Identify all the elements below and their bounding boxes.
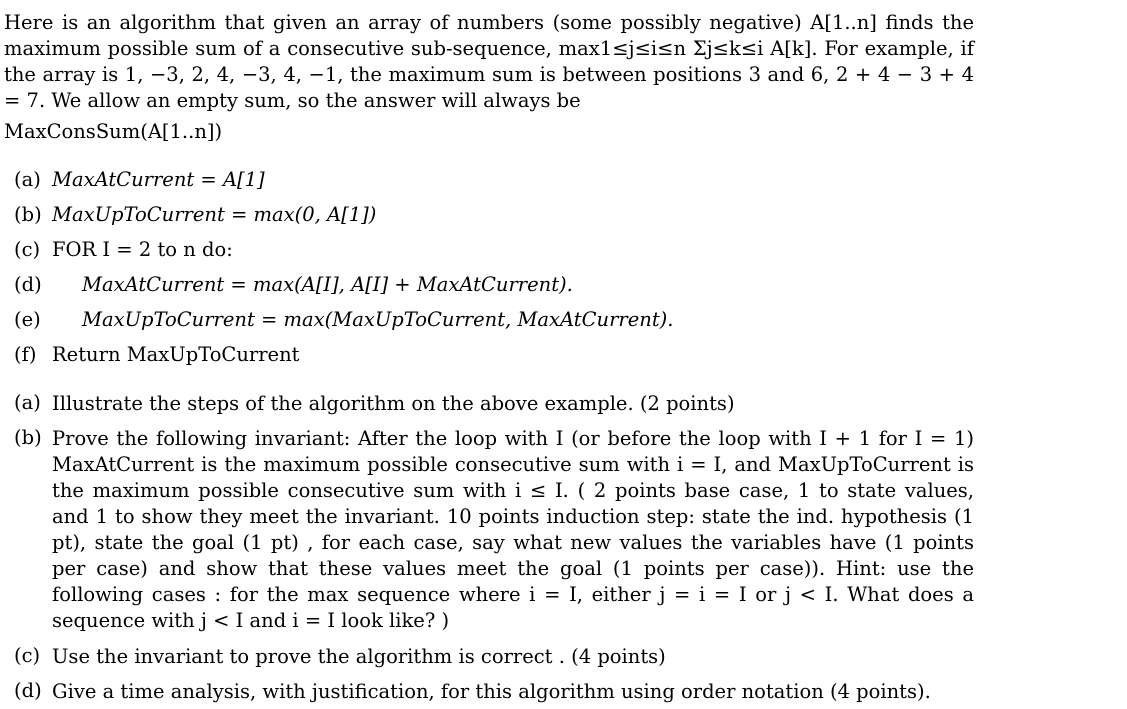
step-text: MaxAtCurrent = max(A[I], A[I] + MaxAtCurrent).	[82, 273, 573, 296]
step-text: MaxUpToCurrent = max(MaxUpToCurrent, MaxAtCurrent).	[82, 308, 674, 331]
step-d	[14, 273, 573, 296]
step-text: MaxAtCurrent = A[1]	[52, 168, 265, 191]
intro-paragraph: Here is an algorithm that given an array of numbers (some possibly negative) A[1..n] finds the maximum possible sum of a consecutive sub-sequence, max1≤j≤i≤n Σj≤k≤i A[k]. For example, if the array is 1, −3, 2, 4, −3, 4, −1, the maximum sum is between positions 3 and 6, 2 + 4 − 3 + 4 = 7. We allow an empty sum, so the answer will always be	[4, 11, 974, 112]
step-label: (e)	[14, 308, 41, 331]
step-label: (b)	[14, 203, 42, 226]
step-text: Return MaxUpToCurrent	[52, 343, 300, 366]
step-text: MaxUpToCurrent = max(0, A[1])	[52, 203, 377, 226]
step-text: FOR I = 2 to n do:	[52, 238, 233, 261]
question-text: Give a time analysis, with justification, for this algorithm using order notation (4 points).	[52, 680, 931, 703]
step-label: (d)	[14, 273, 42, 296]
question-label: (d)	[14, 679, 42, 702]
question-text: Prove the following invariant: After the loop with I (or before the loop with I + 1 for I = 1) MaxAtCurrent is the maximum possible consecutive sum with i = I, and MaxUpToCurrent is the maximum possible consecutive sum with i ≤ I. ( 2 points base case, 1 to state values, and 1 to show they meet the invariant. 10 points induction step: state the ind. hypothesis (1 pt), state the goal (1 pt) , for each case, say what new values the variables have (1 points per case) and show that these values meet the goal (1 points per case)). Hint: use the following cases : for the max sequence where i = I, either j = i = I or j < I. What does a sequence with j < I and i = I look like? )	[52, 427, 974, 632]
step-e	[14, 308, 673, 331]
question-label: (a)	[14, 391, 41, 414]
step-label: (f)	[14, 343, 37, 366]
function-title: MaxConsSum(A[1..n])	[4, 120, 223, 143]
step-a	[14, 168, 265, 191]
step-c	[14, 238, 233, 261]
question-text: Illustrate the steps of the algorithm on the above example. (2 points)	[52, 392, 735, 415]
step-b	[14, 203, 376, 226]
question-label: (c)	[14, 644, 41, 667]
step-label: (c)	[14, 238, 41, 261]
question-text: Use the invariant to prove the algorithm is correct . (4 points)	[52, 645, 666, 668]
step-f	[14, 343, 300, 366]
question-label: (b)	[14, 426, 42, 449]
step-label: (a)	[14, 168, 41, 191]
